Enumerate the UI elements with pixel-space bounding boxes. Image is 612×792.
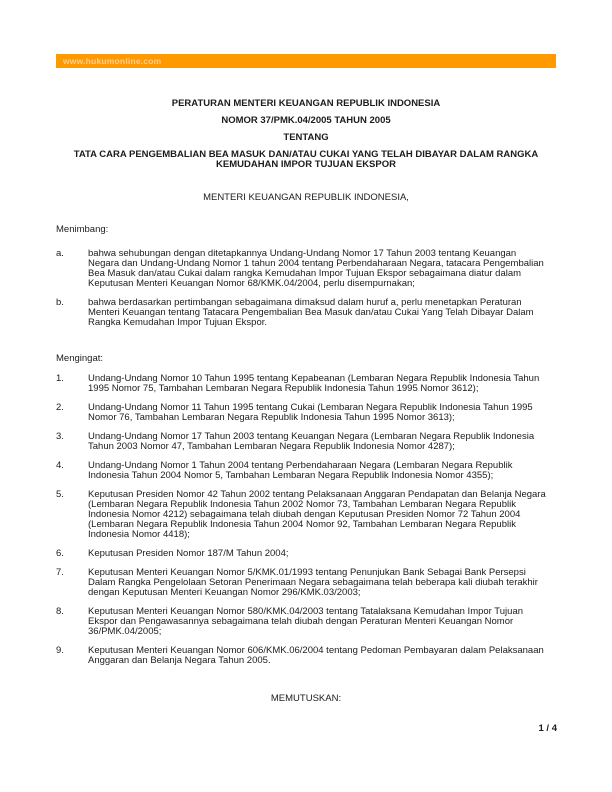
document-title-block bbox=[52, 99, 560, 177]
header-bar bbox=[56, 54, 556, 68]
item-text: Undang-Undang Nomor 11 Tahun 1995 tentang Cukai (Lembaran Negara Republik Indonesia Tahun 1995 Nomor 76, Tambahan Lembaran Negara Republik Indonesia Tahun 1995 Nomor 3613); bbox=[88, 402, 533, 423]
list-item bbox=[56, 490, 548, 540]
item-marker: 3. bbox=[56, 431, 64, 442]
title-line-3: TENTANG bbox=[283, 132, 329, 143]
item-marker: 2. bbox=[56, 402, 64, 413]
item-text: Keputusan Menteri Keuangan Nomor 580/KMK.04/2003 tentang Tatalaksana Kemudahan Impor Tujuan Ekspor dan Pengawasannya sebagaimana telah diubah dengan Peraturan Menteri Keuangan Nomor 36/PMK.04/2005; bbox=[88, 606, 524, 637]
item-text: Undang-Undang Nomor 1 Tahun 2004 tentang Perbendaharaan Negara (Lembaran Negara Republik Indonesia Tahun 2004 Nomor 5, Tambahan Lembaran Negara Republik Indonesia Nomor 4355); bbox=[88, 460, 513, 481]
menimbang-list bbox=[56, 249, 548, 337]
item-marker: 9. bbox=[56, 645, 64, 656]
item-text: Undang-Undang Nomor 10 Tahun 1995 tentang Kepabeanan (Lembaran Negara Republik Indonesia Tahun 1995 Nomor 75, Tambahan Lembaran Negara Republik Indonesia Tahun 1995 Nomor 3612); bbox=[88, 373, 540, 394]
item-text: bahwa berdasarkan pertimbangan sebagaimana dimaksud dalam huruf a, perlu menetapkan Peraturan Menteri Keuangan tentang Tatacara Pengembalian Bea Masuk dan/atau Cukai Yang Telah Dibayar Dalam Rangka Kemudahan Impor Tujuan Ekspor. bbox=[88, 297, 534, 328]
list-item bbox=[56, 549, 548, 559]
item-marker: 7. bbox=[56, 567, 64, 578]
issuer-line: MENTERI KEUANGAN REPUBLIK INDONESIA, bbox=[203, 192, 409, 203]
list-item bbox=[56, 298, 548, 328]
mengingat-list bbox=[56, 374, 548, 675]
site-link[interactable]: www.hukumonline.com bbox=[63, 56, 162, 66]
title-line-4: TATA CARA PENGEMBALIAN BEA MASUK DAN/ATAU CUKAI YANG TELAH DIBAYAR DALAM RANGKA KEMUDAHAN IMPOR TUJUAN EKSPOR bbox=[73, 149, 539, 170]
item-text: Keputusan Menteri Keuangan Nomor 5/KMK.01/1993 tentang Penunjukan Bank Sebagai Bank Persepsi Dalam Rangka Pengelolaan Setoran Penerimaan Negara sebagaimana telah beberapa kali diubah terakhir dengan Keputusan Menteri Keuangan Nomor 296/KMK.03/2003; bbox=[88, 567, 538, 598]
list-item bbox=[56, 249, 548, 289]
item-text: Keputusan Menteri Keuangan Nomor 606/KMK.06/2004 tentang Pedoman Pembayaran dalam Pelaksanaan Anggaran dan Belanja Negara Tahun 2005. bbox=[88, 645, 544, 666]
title-line-1: PERATURAN MENTERI KEUANGAN REPUBLIK INDONESIA bbox=[171, 98, 441, 109]
item-text: Keputusan Presiden Nomor 187/M Tahun 2004; bbox=[88, 548, 289, 559]
menimbang-label: Menimbang: bbox=[56, 224, 109, 235]
list-item bbox=[56, 432, 548, 452]
memutuskan-heading: MEMUTUSKAN: bbox=[270, 693, 342, 704]
list-item bbox=[56, 646, 548, 666]
item-text: Undang-Undang Nomor 17 Tahun 2003 tentang Keuangan Negara (Lembaran Negara Republik Indonesia Tahun 2003 Nomor 47, Tambahan Lembaran Negara Republik Indonesia Nomor 4287); bbox=[88, 431, 535, 452]
item-marker: b. bbox=[56, 297, 64, 308]
item-marker: 8. bbox=[56, 606, 64, 617]
list-item bbox=[56, 607, 548, 637]
mengingat-label: Mengingat: bbox=[56, 353, 104, 364]
item-marker: 6. bbox=[56, 548, 64, 559]
item-text: bahwa sehubungan dengan ditetapkannya Undang-Undang Nomor 17 Tahun 2003 tentang Keuangan Negara dan Undang-Undang Nomor 1 tahun 2004 tentang Perbendaharaan Negara, tatacara Pengembalian Bea Masuk dan/atau Cukai dalam rangka Kemudahan Impor Tujuan Ekspor sebagaimana diatur dalam Keputusan Menteri Keuangan Nomor 68/KMK.04/2004, perlu disempurnakan; bbox=[88, 248, 544, 289]
list-item bbox=[56, 461, 548, 481]
list-item bbox=[56, 374, 548, 394]
page-number: 1 / 4 bbox=[538, 723, 557, 734]
list-item bbox=[56, 568, 548, 598]
item-marker: 1. bbox=[56, 373, 64, 384]
item-marker: 4. bbox=[56, 460, 64, 471]
list-item bbox=[56, 403, 548, 423]
title-line-2: NOMOR 37/PMK.04/2005 TAHUN 2005 bbox=[221, 115, 391, 126]
item-text: Keputusan Presiden Nomor 42 Tahun 2002 tentang Pelaksanaan Anggaran Pendapatan dan Belanja Negara (Lembaran Negara Republik Indonesia Tahun 2002 Nomor 73, Tambahan Lembaran Negara Republik Indonesia Nomor 4212) sebagaimana telah diubah dengan Keputusan Presiden Nomor 72 Tahun 2004 (Lembaran Negara Republik Indonesia Tahun 2004 Nomor 92, Tambahan Lembaran Negara Republik Indonesia Nomor 4418); bbox=[88, 489, 546, 540]
item-marker: 5. bbox=[56, 489, 64, 500]
item-marker: a. bbox=[56, 248, 64, 259]
